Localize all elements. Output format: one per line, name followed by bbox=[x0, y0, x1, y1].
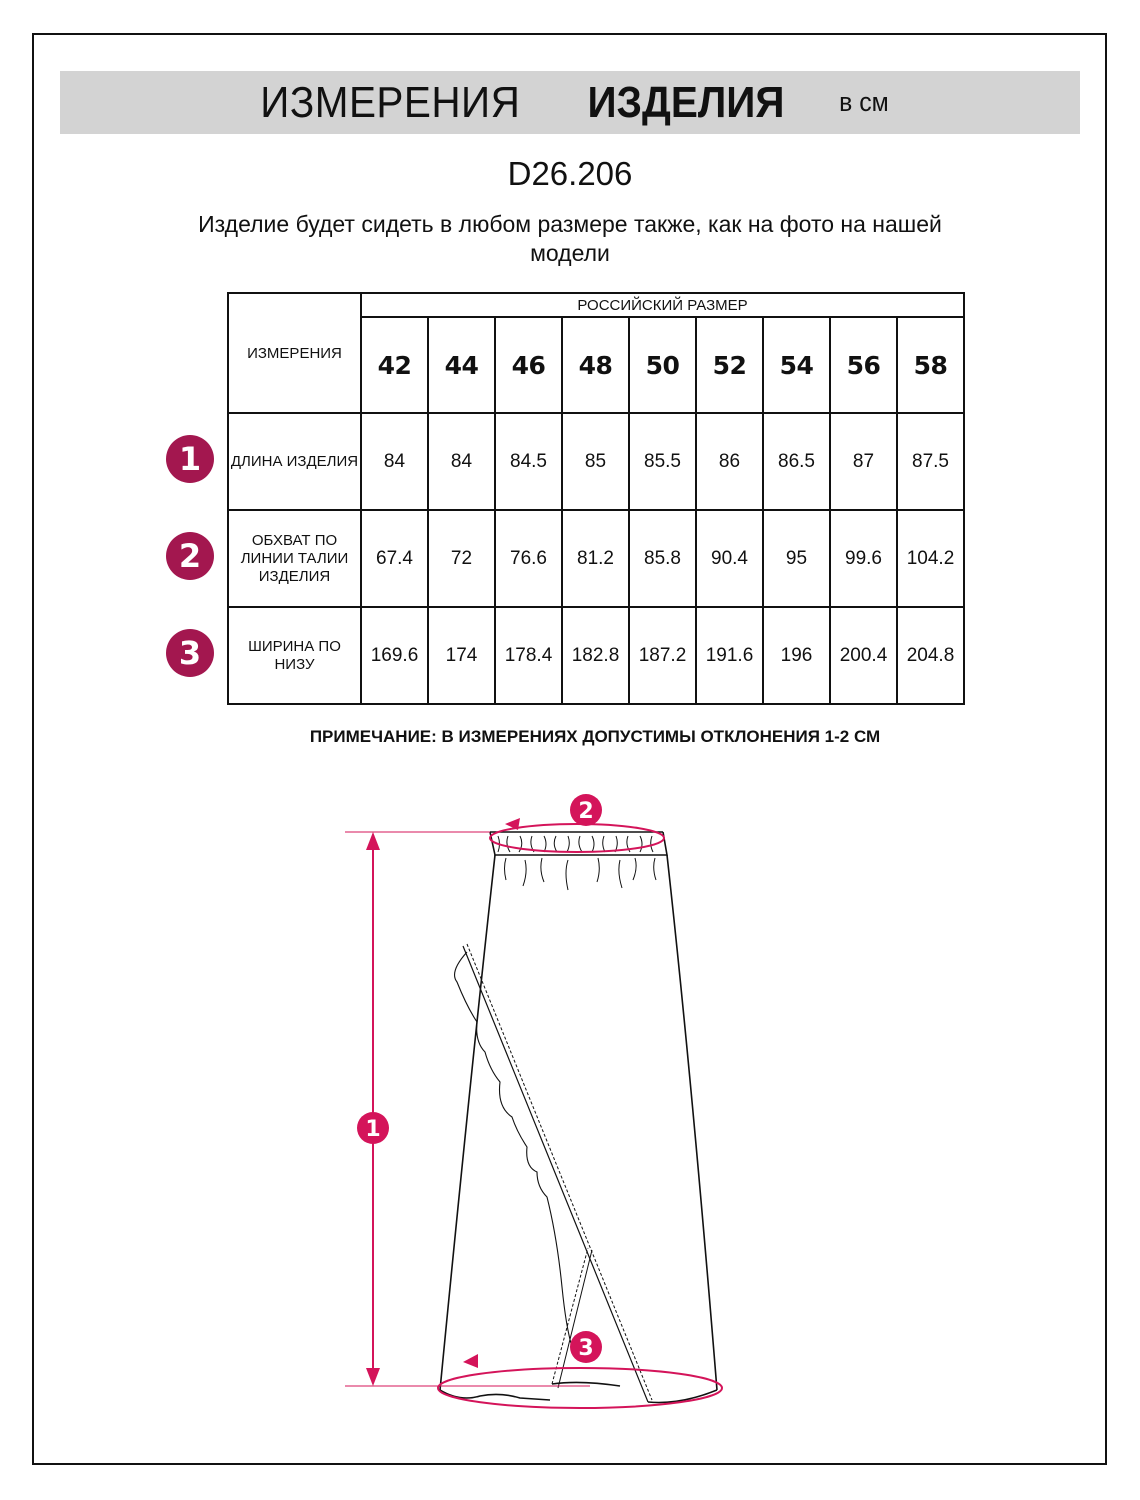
cell: 95 bbox=[763, 510, 830, 607]
row-label: ДЛИНА ИЗДЕЛИЯ bbox=[228, 413, 361, 510]
diagram-marker-2-icon bbox=[570, 794, 602, 826]
title-regular: ИЗМЕРЕНИЯ bbox=[260, 77, 521, 127]
cell: 200.4 bbox=[830, 607, 897, 704]
cell: 174 bbox=[428, 607, 495, 704]
svg-text:3: 3 bbox=[578, 1336, 594, 1361]
size-header: 44 bbox=[428, 317, 495, 413]
cell: 85.8 bbox=[629, 510, 696, 607]
cell: 90.4 bbox=[696, 510, 763, 607]
cell: 204.8 bbox=[897, 607, 964, 704]
cell: 187.2 bbox=[629, 607, 696, 704]
cell: 191.6 bbox=[696, 607, 763, 704]
table-row-length bbox=[228, 413, 964, 510]
cell: 178.4 bbox=[495, 607, 562, 704]
cell: 85 bbox=[562, 413, 629, 510]
cell: 85.5 bbox=[629, 413, 696, 510]
size-header: 46 bbox=[495, 317, 562, 413]
cell: 67.4 bbox=[361, 510, 428, 607]
cell: 87 bbox=[830, 413, 897, 510]
size-table bbox=[227, 292, 965, 705]
svg-text:1: 1 bbox=[365, 1117, 381, 1142]
size-header: 50 bbox=[629, 317, 696, 413]
cell: 81.2 bbox=[562, 510, 629, 607]
cell: 196 bbox=[763, 607, 830, 704]
diagram-marker-1-icon bbox=[357, 1112, 389, 1144]
marker-1-icon: 1 bbox=[166, 435, 214, 483]
table-row-hem-width bbox=[228, 607, 964, 704]
size-group-header: РОССИЙСКИЙ РАЗМЕР bbox=[361, 293, 964, 317]
cell: 182.8 bbox=[562, 607, 629, 704]
table-row-waist bbox=[228, 510, 964, 607]
size-header: 58 bbox=[897, 317, 964, 413]
svg-text:2: 2 bbox=[578, 799, 594, 824]
title-unit: в см bbox=[839, 87, 890, 117]
title-bold: ИЗДЕЛИЯ bbox=[587, 77, 785, 127]
cell: 84 bbox=[361, 413, 428, 510]
size-header: 48 bbox=[562, 317, 629, 413]
marker-2-icon: 2 bbox=[166, 532, 214, 580]
cell: 99.6 bbox=[830, 510, 897, 607]
size-header: 54 bbox=[763, 317, 830, 413]
cell: 169.6 bbox=[361, 607, 428, 704]
cell: 86.5 bbox=[763, 413, 830, 510]
row-label: ОБХВАТ ПО ЛИНИИ ТАЛИИ ИЗДЕЛИЯ bbox=[228, 510, 361, 607]
fit-note: Изделие будет сидеть в любом размере также, как на фото на нашей модели bbox=[198, 211, 942, 266]
title-bar bbox=[60, 71, 1080, 134]
size-header: 56 bbox=[830, 317, 897, 413]
cell: 84 bbox=[428, 413, 495, 510]
cell: 86 bbox=[696, 413, 763, 510]
diagram-marker-3-icon bbox=[570, 1331, 602, 1363]
skirt-diagram bbox=[330, 780, 750, 1420]
cell: 84.5 bbox=[495, 413, 562, 510]
cell: 72 bbox=[428, 510, 495, 607]
size-header: 52 bbox=[696, 317, 763, 413]
cell: 76.6 bbox=[495, 510, 562, 607]
measurement-header: ИЗМЕРЕНИЯ bbox=[228, 293, 361, 413]
row-label: ШИРИНА ПО НИЗУ bbox=[228, 607, 361, 704]
cell: 87.5 bbox=[897, 413, 964, 510]
tolerance-note: ПРИМЕЧАНИЕ: В ИЗМЕРЕНИЯХ ДОПУСТИМЫ ОТКЛОНЕНИЯ 1-2 СМ bbox=[309, 727, 881, 746]
product-code: D26.206 bbox=[507, 155, 633, 192]
marker-3-icon: 3 bbox=[166, 629, 214, 677]
size-header: 42 bbox=[361, 317, 428, 413]
cell: 104.2 bbox=[897, 510, 964, 607]
